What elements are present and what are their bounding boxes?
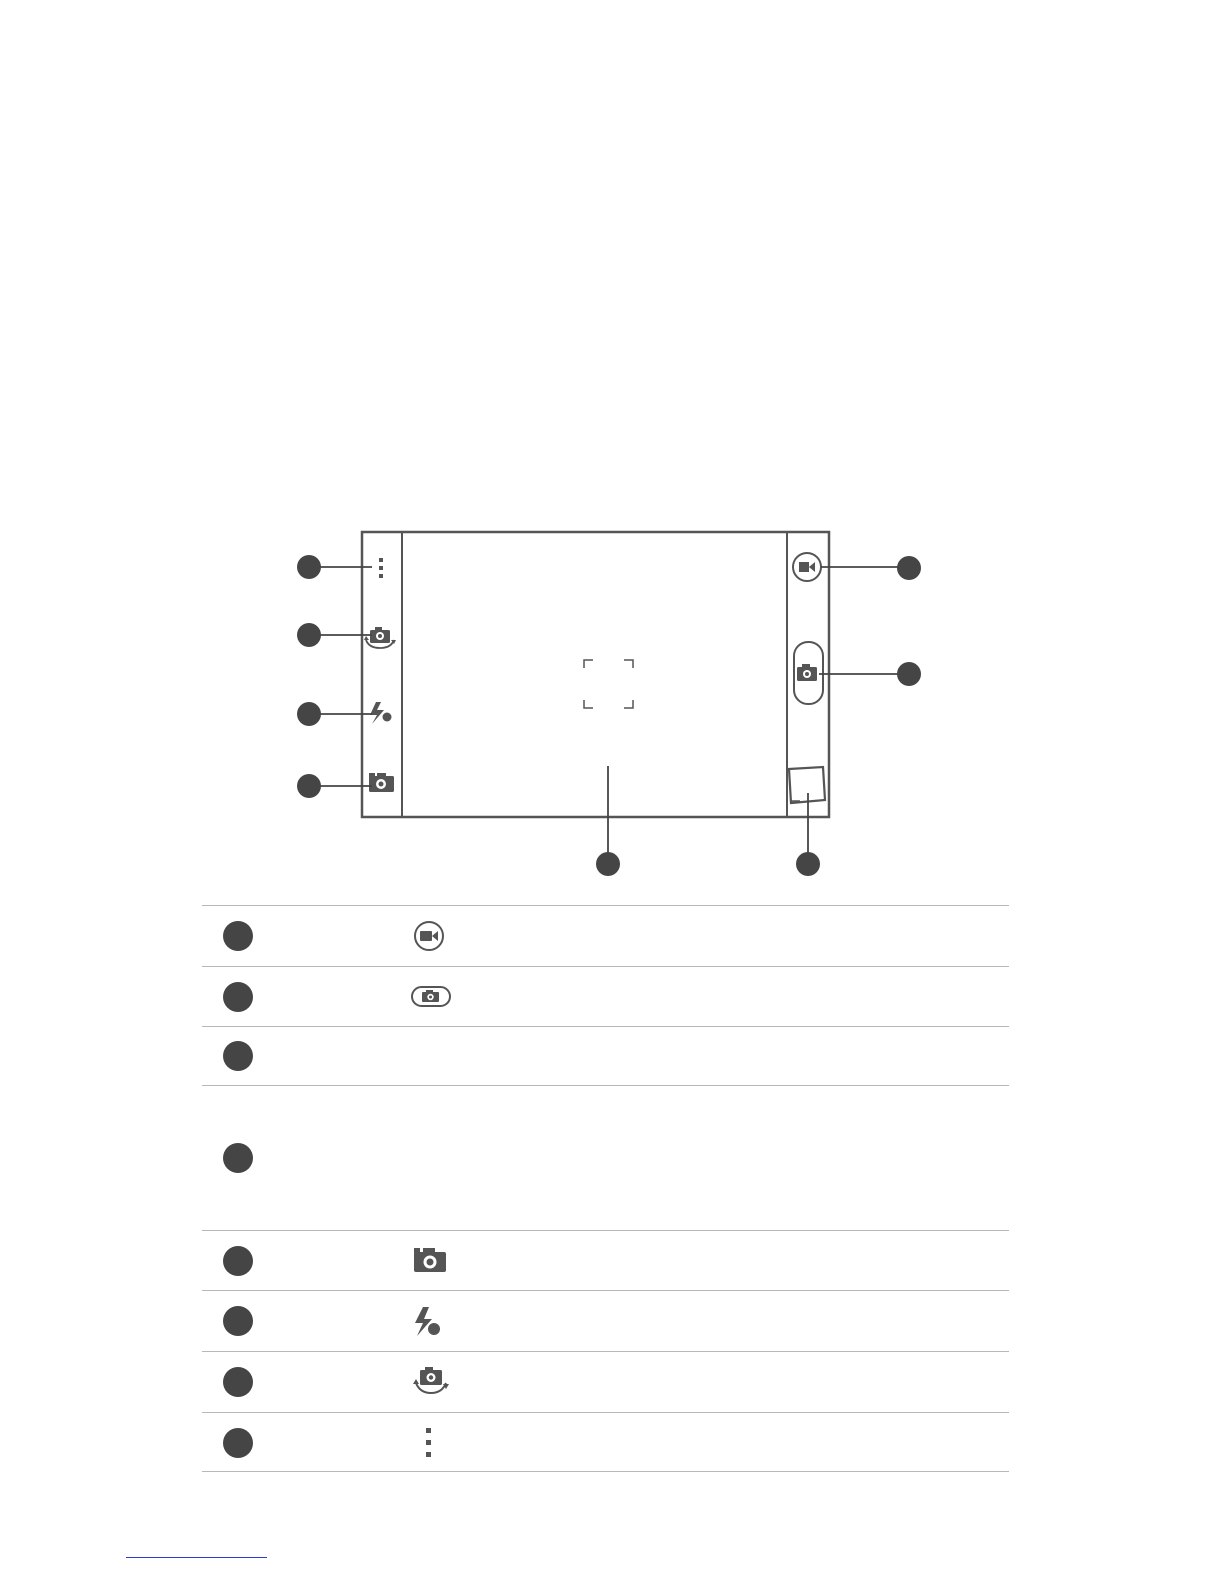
row-badge	[223, 1428, 253, 1458]
legend-row-shutter	[202, 966, 1009, 1026]
callout-badge	[297, 555, 321, 579]
callout-lines	[309, 567, 909, 864]
row-badge	[223, 1246, 253, 1276]
screen-frame	[362, 532, 829, 817]
flash-icon	[410, 1305, 446, 1339]
more-options-icon	[379, 558, 383, 578]
callout-badge	[297, 623, 321, 647]
callout-badge	[897, 662, 921, 686]
row-badge	[223, 1041, 253, 1071]
video-record-icon	[410, 920, 446, 952]
callout-badge	[297, 774, 321, 798]
legend-row-viewfinder	[202, 1085, 1009, 1230]
legend-row-switch-camera	[202, 1351, 1009, 1412]
legend-row-thumbnail	[202, 1026, 1009, 1085]
callout-badge	[297, 702, 321, 726]
row-badge	[223, 1367, 253, 1397]
flash-icon	[370, 702, 392, 724]
switch-camera-icon	[364, 627, 396, 648]
row-badge	[223, 1306, 253, 1336]
focus-frame-icon	[584, 660, 633, 708]
row-badge	[223, 982, 253, 1012]
callout-badge	[596, 852, 620, 876]
shutter-icon	[794, 642, 823, 704]
row-badge	[223, 921, 253, 951]
video-record-icon	[793, 553, 821, 581]
footer-link-underline	[126, 1557, 267, 1558]
legend-row-video	[202, 905, 1009, 966]
callout-badge	[897, 556, 921, 580]
camera-mode-icon	[410, 1246, 446, 1274]
more-options-icon	[410, 1427, 446, 1459]
gallery-thumbnail-icon	[789, 767, 825, 803]
legend-row-flash	[202, 1290, 1009, 1351]
switch-camera-icon	[410, 1365, 450, 1397]
shutter-icon	[410, 985, 452, 1009]
callout-badge	[796, 852, 820, 876]
legend-row-camera-mode	[202, 1230, 1009, 1290]
row-badge	[223, 1143, 253, 1173]
legend-table	[202, 905, 1009, 1472]
legend-row-more-options	[202, 1412, 1009, 1472]
camera-mode-icon	[369, 773, 394, 792]
